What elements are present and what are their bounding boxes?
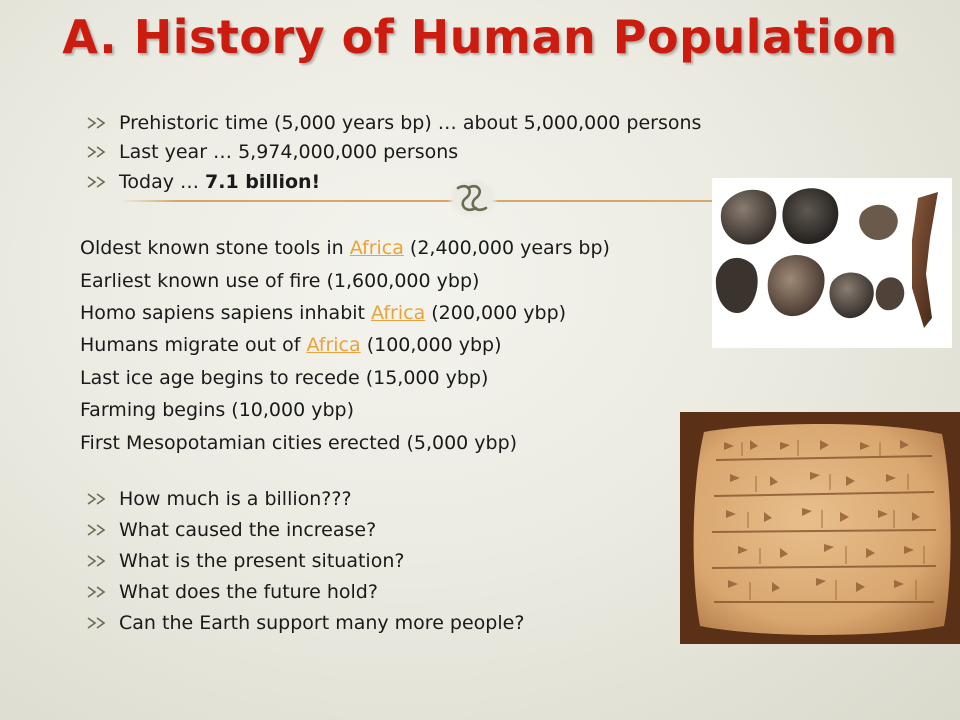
timeline-text: (100,000 ybp) xyxy=(360,334,502,357)
bullet-text: Last year … 5,974,000,000 persons xyxy=(119,141,459,164)
population-bullet-list xyxy=(86,108,701,197)
timeline-list xyxy=(80,232,610,459)
slide-title: A. History of Human Population xyxy=(62,10,898,64)
double-arrow-bullet-icon xyxy=(86,554,119,568)
timeline-text: (2,400,000 years bp) xyxy=(403,237,610,260)
bullet-item xyxy=(86,167,701,197)
bullet-item xyxy=(86,108,701,138)
cuneiform-tablet-photo xyxy=(680,412,960,644)
timeline-item xyxy=(80,394,610,426)
scroll-ornament-icon xyxy=(448,178,498,218)
timeline-text: Humans migrate out of xyxy=(80,334,307,357)
bullet-text: Can the Earth support many more people? xyxy=(119,611,525,634)
double-arrow-bullet-icon xyxy=(86,585,119,599)
double-arrow-bullet-icon xyxy=(86,145,119,159)
timeline-text: Oldest known stone tools in xyxy=(80,237,350,260)
timeline-item xyxy=(80,329,610,361)
bullet-item xyxy=(86,483,524,514)
double-arrow-bullet-icon xyxy=(86,116,119,130)
timeline-text: Farming begins (10,000 ybp) xyxy=(80,399,355,422)
africa-link[interactable]: Africa xyxy=(371,301,426,324)
africa-link[interactable]: Africa xyxy=(349,237,404,260)
double-arrow-bullet-icon xyxy=(86,175,119,189)
double-arrow-bullet-icon xyxy=(86,492,119,506)
timeline-text: Earliest known use of fire (1,600,000 ybp) xyxy=(80,269,480,292)
stone-tools-photo xyxy=(712,178,952,348)
timeline-item xyxy=(80,297,610,329)
timeline-item xyxy=(80,362,610,394)
bullet-item xyxy=(86,607,524,638)
timeline-item xyxy=(80,264,610,296)
africa-link[interactable]: Africa xyxy=(306,334,361,357)
bullet-text: What does the future hold? xyxy=(119,580,378,603)
double-arrow-bullet-icon xyxy=(86,523,119,537)
timeline-text: Last ice age begins to recede (15,000 ybp) xyxy=(80,366,489,389)
bullet-item xyxy=(86,576,524,607)
bullet-text: Prehistoric time (5,000 years bp) … about 5,000,000 persons xyxy=(119,111,702,134)
double-arrow-bullet-icon xyxy=(86,616,119,630)
population-today-value: 7.1 billion! xyxy=(205,170,321,193)
bullet-item xyxy=(86,545,524,576)
bullet-text: Today … xyxy=(119,170,206,193)
bullet-item xyxy=(86,514,524,545)
timeline-text: Homo sapiens sapiens inhabit xyxy=(80,301,372,324)
bullet-text: What is the present situation? xyxy=(119,549,405,572)
timeline-text: First Mesopotamian cities erected (5,000 ybp) xyxy=(80,431,518,454)
timeline-text: (200,000 ybp) xyxy=(425,301,567,324)
bullet-text: How much is a billion??? xyxy=(119,487,352,510)
question-bullet-list xyxy=(86,483,524,638)
bullet-text: What caused the increase? xyxy=(119,518,377,541)
timeline-item xyxy=(80,232,610,264)
bullet-item xyxy=(86,138,701,168)
timeline-item xyxy=(80,426,610,458)
